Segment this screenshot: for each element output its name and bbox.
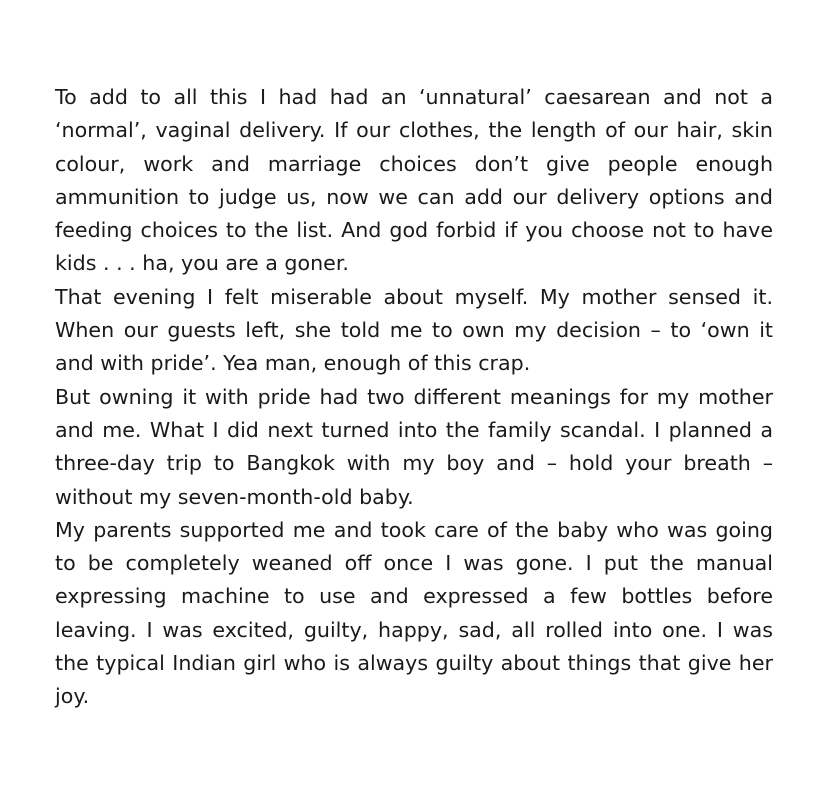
paragraph-2: That evening I felt miserable about myself. My mother sensed it. When our guests left, she told me to own my decision – to ‘own it and with pride’. Yea man, enough of this crap. [55, 284, 773, 376]
paragraph-1: To add to all this I had had an ‘unnatural’ caesarean and not a ‘normal’, vaginal delivery. If our clothes, the length of our hair, skin colour, work and marriage choices don’t give people enough ammunition to judge us, now we can add our delivery options and feeding choices to the list. And god forbid if you choose not to have kids . . . ha, you are a goner. [55, 85, 773, 276]
page-text-block [55, 81, 773, 714]
paragraph-3: But owning it with pride had two different meanings for my mother and me. What I did next turned into the family scandal. I planned a three-day trip to Bangkok with my boy and – hold your breath – without my seven-month-old baby. [55, 384, 773, 509]
paragraph-4: My parents supported me and took care of the baby who was going to be completely weaned off once I was gone. I put the manual expressing machine to use and expressed a few bottles before leaving. I was excited, guilty, happy, sad, all rolled into one. I was the typical Indian girl who is always guilty about things that give her joy. [55, 517, 773, 709]
